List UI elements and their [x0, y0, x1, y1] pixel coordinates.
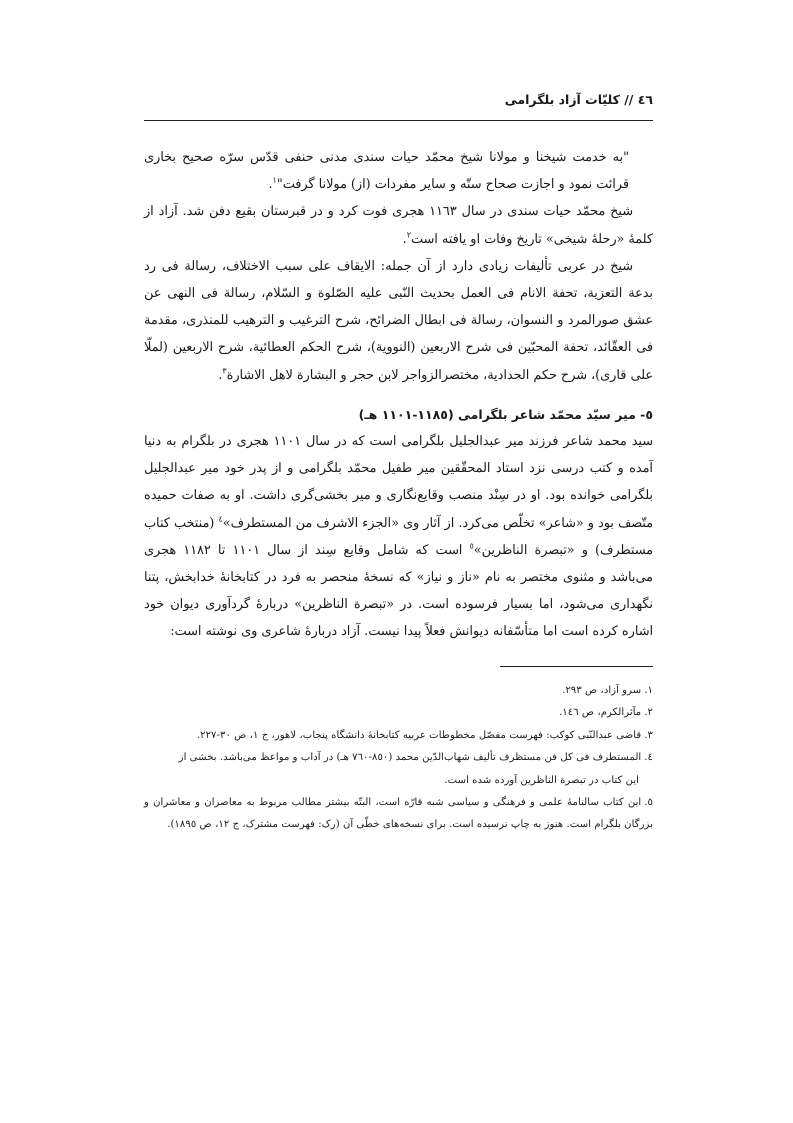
footnote-5 [144, 792, 653, 837]
footnote-ref-2[interactable]: ٢ [406, 230, 411, 240]
biography-text-c: است که شامل وقایع سِند از سال ١١٠١ تا ١١٨٢ هجری می‌باشد و مثنوی مختصر به نام «ناز و نیاز» که نسخهٔ منحصر به فرد در کتابخانهٔ خدابخش، پتنا نگهداری می‌شود، اما بسیار فرسوده است. در «تبصرة الناظرین» دربارهٔ گردآوری دیوان خود اشاره کرده است اما متأسّفانه دیوانش فعلاً پیدا نیست. آزاد دربارهٔ شاعری وی نوشته است: [144, 542, 653, 640]
footnote-ref-1[interactable]: ١ [272, 175, 277, 185]
footnote-number: ٢. [644, 707, 653, 719]
paragraph-works-text: شیخ در عربی تألیفات زیادی دارد از آن جمله: الایقاف علی سبب الاختلاف، رسالة فی رد بدعة التعزیة، تحفة الانام فی العمل بحدیث النّبی علیه الصّلوة و السّلام، رسالة فی النهی عن عشق صورالمرد و النسوان، رسالة فی ابطال الضرائح، شرح الترغیب و الترهیب للمنذری، مقدمة فی العقّائد، تحفة المحبّین فی شرح الاربعین (النوویة)، شرح الحکم العطائیة، شرح الاربعین (لملّا علی قاری)، شرح حکم الحدادیة، مختصرالزواجر لابن حجر و البشارة لاهل الاشارة [144, 258, 653, 383]
quote-paragraph: "به خدمت شیخنا و مولانا شیخ محمّد حیات سندی مدنی حنفی قدّس سرّه صحیح بخاری قرائت نمود و اجازت صحاح ستّه و سایر مفردات (از) مولانا گرفت"$^١$. [144, 150, 629, 193]
header-rule [144, 120, 653, 121]
footnote-ref-5[interactable]: ٥ [469, 541, 474, 551]
section-heading: ٥- میر سیّد محمّد شاعر بلگرامی (١١٨٥-١١٠١ هـ) [358, 406, 653, 422]
paragraph-biography [144, 428, 653, 646]
footnote-number: ١. [644, 685, 653, 696]
running-header: ٤٦ // کلیّات آزاد بلگرامی [504, 92, 653, 107]
footnote-2 [144, 702, 653, 724]
footnote-number: ٥. [644, 797, 653, 809]
paragraph-death-text: شیخ محمّد حیات سندی در سال ١١٦٣ هجری فوت کرد و در قبرستان بقیع دفن شد. آزاد از کلمهٔ «رحلهٔ شیخی» تاریخ وفات او یافته است [144, 204, 653, 247]
footnote-ref-3[interactable]: ٣ [222, 366, 227, 376]
footnote-text: مآثرالکرم، ص ١٤٦. [559, 707, 642, 719]
footnote-ref-4[interactable]: ٤ [218, 514, 223, 524]
footnote-number: ٤. [644, 752, 653, 764]
biography-text-b: (منتخب کتاب مستطرف) و «تبصرة الناظرین» [144, 515, 654, 558]
footnote-4-continuation: این کتاب در تبصرة الناظرین آورده شده است. [444, 774, 639, 786]
biography-text-a: سید محمد شاعر فرزند میر عبدالجلیل بلگرامی است که در سال ١١٠١ هجری در بلگرام به دنیا آمده و کتب درسی نزد استاد المحقّقین میر طفیل محمّد بلگرامی و از پدر خود میر عبدالجلیل بلگرامی خوانده بود. او در سِنْد منصب وقایع‌نگاری و میر بخشی‌گری داشت. او به صفات حمیده متّصف بود و «شاعر» تخلّص می‌کرد. از آثار وی «الجزء الاشرف من المستطرف» [144, 434, 654, 531]
paragraph-death: شیخ محمّد حیات سندی در سال ١١٦٣ هجری فوت کرد و در قبرستان بقیع دفن شد. آزاد از کلمهٔ «رحلهٔ شیخی» تاریخ وفات او یافته است$^٢$. [144, 204, 653, 247]
footnote-4 [144, 747, 653, 769]
footnotes [144, 680, 653, 837]
footnote-separator [500, 666, 653, 667]
footnote-number: ٣. [644, 729, 653, 741]
footnote-text: سرو آزاد، ص ٢٩٣. [562, 685, 642, 696]
main-text [144, 144, 653, 646]
footnote-text: این کتاب سالنامهٔ علمی و فرهنگی و سیاسی شبه قارّه است، البتّه بیشتر مطالب مربوط به معاصران و معاشران و بزرگان بلگرام است. هنوز به چاپ نرسیده است. برای نسخه‌های خطّی آن (رک: فهرست مشترک، ج ١٢، ص ١٨٩٥). [144, 797, 653, 831]
footnote-text: المستطرف فی کل فن مستظرف تألیف شهاب‌الدّین محمد (٨٥٠-٧٦٠ هـ) در آداب و مواعظ می‌باشد. بخشی از [178, 752, 642, 764]
paragraph-works: شیخ در عربی تألیفات زیادی دارد از آن جمله: الایقاف علی سبب الاختلاف، رسالة فی رد بدعة التعزیة، تحفة الانام فی العمل بحدیث النّبی علیه الصّلوة و السّلام، رسالة فی النهی عن عشق صورالمرد و النسوان، رسالة فی ابطال الضرائح، شرح الترغیب و الترهیب للمنذری، مقدمة فی العقّائد، تحفة المحبّین فی شرح الاربعین (النوویة)، شرح الحکم العطائیة، شرح الاربعین (لملّا علی قاری)، شرح حکم الحدادیة، مختصرالزواجر لابن حجر و البشارة لاهل الاشارة$^٣$. [144, 258, 653, 383]
footnote-3 [144, 725, 653, 747]
footnote-text: قاضی عبدالنّبی کوکب: فهرست مفصّل مخطوطات عربیه کتابخانهٔ دانشگاه پنجاب، لاهور، ج ١، ص ٣٠-٢٢٧. [196, 729, 642, 741]
quote-text: "به خدمت شیخنا و مولانا شیخ محمّد حیات سندی مدنی حنفی قدّس سرّه صحیح بخاری قرائت نمود و اجازت صحاح ستّه و سایر مفردات (از) مولانا گرفت" [144, 150, 629, 193]
footnote-1 [144, 680, 653, 702]
